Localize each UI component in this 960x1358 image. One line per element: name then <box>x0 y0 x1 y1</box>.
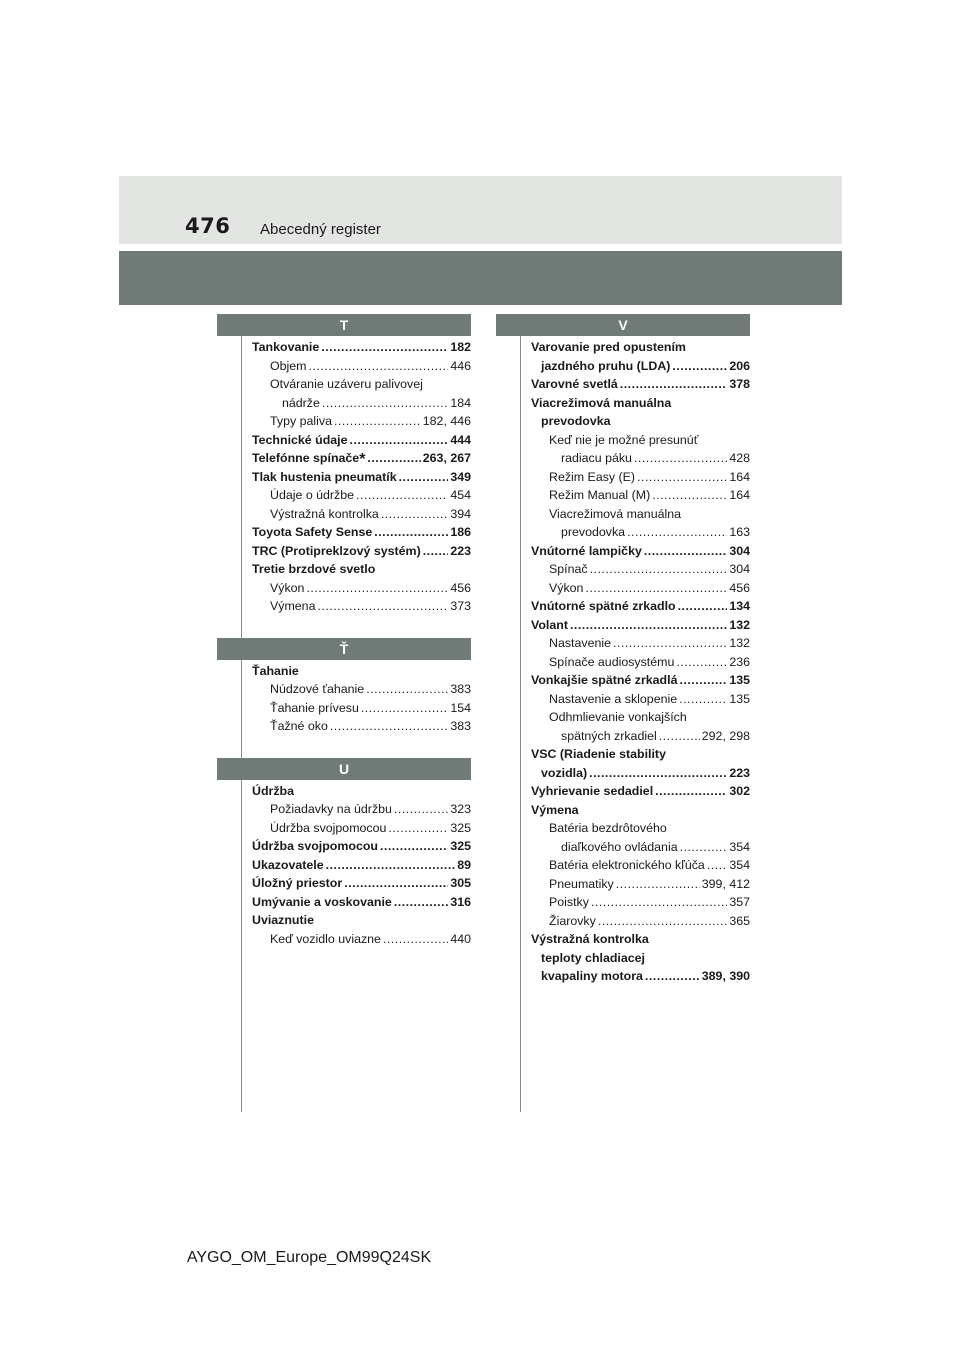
entry-text: Tankovanie <box>252 340 320 354</box>
index-main-entry <box>531 949 750 968</box>
dot-leader <box>672 357 727 376</box>
page-reference: 132 <box>729 617 750 632</box>
entry-text: radiacu páku <box>561 451 632 465</box>
index-entries <box>241 780 471 949</box>
entry-text-wrap <box>549 486 650 505</box>
footnote-star: * <box>359 451 366 468</box>
entry-text: Údaje o údržbe <box>270 488 355 502</box>
index-entries <box>241 336 471 616</box>
index-sub-entry <box>252 375 471 394</box>
entry-text-wrap <box>561 838 678 857</box>
page-reference: 292, 298 <box>701 728 750 743</box>
page-reference: 440 <box>450 931 471 946</box>
dot-leader <box>350 431 449 450</box>
index-sub-entry <box>531 875 750 894</box>
entry-text-wrap <box>270 579 304 598</box>
entry-text-wrap <box>252 856 324 875</box>
dot-leader <box>321 338 448 357</box>
index-main-entry <box>531 801 750 820</box>
index-sub-entry <box>531 449 750 468</box>
entry-text-wrap <box>270 800 392 819</box>
dot-leader <box>655 782 727 801</box>
entry-text: prevodovka <box>561 525 626 539</box>
entry-text: Výmena <box>531 802 579 817</box>
index-entries <box>520 336 750 986</box>
dot-leader <box>676 653 727 672</box>
page-reference: 454 <box>450 488 471 502</box>
index-main-entry <box>252 560 471 579</box>
page-reference: 154 <box>450 700 471 715</box>
entry-text-wrap <box>252 523 372 542</box>
index-column-left <box>241 314 521 948</box>
entry-text: Objem <box>270 358 307 373</box>
entry-text: Požiadavky na údržbu <box>270 802 392 816</box>
page-reference: 236 <box>729 654 750 669</box>
dot-leader <box>678 597 728 616</box>
entry-text-wrap <box>549 893 589 912</box>
entry-text-wrap <box>531 782 653 801</box>
entry-text: spätných zrkadiel <box>561 728 657 743</box>
entry-text: Výmena <box>270 599 316 613</box>
entry-text-wrap <box>549 912 596 931</box>
page-reference: 304 <box>729 543 750 558</box>
page-reference: 365 <box>729 913 750 928</box>
index-main-entry <box>531 597 750 616</box>
dot-leader <box>679 671 727 690</box>
index-sub-entry <box>252 819 471 838</box>
entry-text-wrap <box>541 764 587 783</box>
index-sub-entry <box>531 893 750 912</box>
index-sub-entry <box>252 699 471 718</box>
dot-leader <box>637 468 727 487</box>
index-main-entry <box>531 338 750 357</box>
page-reference: 223 <box>450 543 471 558</box>
dot-leader <box>330 717 448 736</box>
entry-text: Spínače audiosystému <box>549 654 675 669</box>
entry-text-wrap <box>270 597 315 616</box>
page-reference: 446 <box>450 358 471 373</box>
dot-leader <box>356 486 448 505</box>
index-sub-entry <box>531 838 750 857</box>
entry-text-wrap <box>549 653 674 672</box>
dot-leader <box>589 764 727 783</box>
index-sub-entry <box>252 394 471 413</box>
entry-text: Poistky <box>549 895 589 909</box>
index-main-entry <box>252 837 471 856</box>
index-sub-entry <box>531 486 750 505</box>
page-reference: 263, 267 <box>422 451 471 465</box>
dot-leader <box>381 505 449 524</box>
index-sub-entry <box>531 468 750 487</box>
index-sub-entry <box>252 680 471 699</box>
entry-text: vozidla) <box>541 765 588 780</box>
index-sub-entry <box>252 597 471 616</box>
page-reference: 182 <box>450 340 471 354</box>
dot-leader <box>645 967 700 986</box>
index-main-entry <box>531 930 750 949</box>
section-gap <box>241 616 521 638</box>
entry-text: VSC (Riadenie stability <box>531 747 666 761</box>
index-sub-entry <box>252 717 471 736</box>
entry-text: Výkon <box>270 580 305 595</box>
index-sub-entry <box>531 727 750 746</box>
entry-text: Núdzové ťahanie <box>270 682 365 696</box>
dot-leader <box>616 875 700 894</box>
entry-text: prevodovka <box>541 414 611 428</box>
index-sub-entry <box>531 523 750 542</box>
index-sub-entry <box>252 930 471 949</box>
entry-text-wrap <box>270 930 381 949</box>
entry-text: Výkon <box>549 580 584 595</box>
index-main-entry <box>531 542 750 561</box>
entry-text-wrap <box>270 357 307 376</box>
dot-leader <box>644 542 727 561</box>
index-main-entry <box>531 357 750 376</box>
dot-leader <box>590 560 728 579</box>
page-reference: 378 <box>729 377 750 391</box>
entry-text: Údržba svojpomocou <box>270 820 387 835</box>
entry-text-wrap <box>270 505 379 524</box>
index-column-right <box>520 314 800 986</box>
page-reference: 135 <box>729 691 750 706</box>
page-reference: 223 <box>729 765 750 780</box>
entry-text-wrap <box>549 856 705 875</box>
page-reference: 349 <box>450 469 471 484</box>
page-reference: 373 <box>450 599 471 613</box>
section-title: Abecedný register <box>260 221 381 238</box>
dot-leader <box>322 394 448 413</box>
index-sub-entry <box>252 486 471 505</box>
dot-leader <box>361 699 448 718</box>
entry-text-wrap <box>531 671 677 690</box>
entry-text-wrap <box>561 449 632 468</box>
dot-leader <box>309 357 449 376</box>
dot-leader <box>383 930 448 949</box>
entry-text: Pneumatiky <box>549 876 614 891</box>
page-reference: 164 <box>729 488 750 502</box>
entry-text-wrap <box>531 616 568 635</box>
page-reference: 383 <box>450 719 471 733</box>
entry-text-wrap <box>549 468 635 487</box>
entry-text: Výstražná kontrolka <box>270 506 379 521</box>
page-reference: 399, 412 <box>701 876 750 891</box>
index-entries <box>241 660 471 736</box>
index-sub-entry <box>531 505 750 524</box>
index-main-entry <box>252 468 471 487</box>
entry-text: Batéria elektronického kľúča <box>549 858 705 872</box>
index-main-entry <box>252 338 471 357</box>
index-sub-entry <box>252 412 471 431</box>
index-sub-entry <box>531 856 750 875</box>
entry-text: jazdného pruhu (LDA) <box>541 358 671 373</box>
entry-text: diaľkového ovládania <box>561 839 678 854</box>
footer <box>0 1249 960 1267</box>
page-reference: 164 <box>729 469 750 484</box>
dot-leader <box>652 486 727 505</box>
entry-text: Režim Manual (M) <box>549 488 651 502</box>
entry-text: Toyota Safety Sense <box>252 525 373 539</box>
index-sub-entry <box>531 579 750 598</box>
entry-text-wrap <box>270 680 364 699</box>
index-sub-entry <box>531 690 750 709</box>
entry-text-wrap <box>561 727 657 746</box>
page-reference: 354 <box>729 839 750 854</box>
page-reference: 357 <box>729 895 750 909</box>
entry-text: Spínač <box>549 562 588 576</box>
dot-leader <box>613 634 727 653</box>
document-id: AYGO_OM_Europe_OM99Q24SK <box>186 1249 432 1266</box>
dot-leader <box>326 856 456 875</box>
dot-leader <box>707 856 727 875</box>
entry-text: nádrže <box>282 395 320 410</box>
dot-leader <box>394 800 448 819</box>
index-sub-entry <box>531 912 750 931</box>
index-main-entry <box>531 745 750 764</box>
entry-text: Varovanie pred opustením <box>531 340 686 354</box>
entry-text-wrap <box>252 338 319 357</box>
entry-text-wrap <box>549 579 583 598</box>
page-reference: 456 <box>450 580 471 595</box>
index-main-entry <box>531 764 750 783</box>
entry-text: Úložný priestor <box>252 876 343 890</box>
entry-text: teploty chladiacej <box>541 950 645 965</box>
page-reference: 134 <box>729 599 750 613</box>
page-reference: 132 <box>729 636 750 650</box>
index-sub-entry <box>531 431 750 450</box>
entry-text-wrap <box>531 597 676 616</box>
entry-text: Údržba svojpomocou <box>252 839 378 853</box>
dot-leader <box>634 449 727 468</box>
index-main-entry <box>531 967 750 986</box>
page-reference: 444 <box>450 432 471 447</box>
entry-text-wrap <box>531 375 618 394</box>
dot-leader <box>680 838 728 857</box>
entry-text: kvapaliny motora <box>541 969 643 983</box>
index-main-entry <box>252 449 471 468</box>
index-sub-entry <box>252 800 471 819</box>
entry-text: Otváranie uzáveru palivovej <box>270 377 423 391</box>
dot-leader <box>679 690 727 709</box>
entry-text: Keď nie je možné presunúť <box>549 432 699 447</box>
entry-text-wrap <box>270 486 354 505</box>
index-main-entry <box>531 394 750 413</box>
dot-leader <box>306 579 448 598</box>
entry-text-wrap <box>252 449 365 468</box>
dot-leader <box>591 893 727 912</box>
entry-text: Ťažné oko <box>270 719 328 733</box>
index-main-entry <box>252 893 471 912</box>
page-reference: 325 <box>450 839 471 853</box>
index-main-entry <box>531 782 750 801</box>
entry-text: Telefónne spínače <box>252 451 360 465</box>
entry-text: Ťahanie <box>252 663 299 678</box>
entry-text-wrap <box>252 542 421 561</box>
page-reference: 456 <box>729 580 750 595</box>
index-sub-entry <box>252 505 471 524</box>
entry-text: Technické údaje <box>252 432 348 447</box>
index-main-entry <box>252 856 471 875</box>
entry-text: Batéria bezdrôtového <box>549 821 667 835</box>
entry-text-wrap <box>549 634 611 653</box>
entry-text: Viacrežimová manuálna <box>531 395 672 410</box>
entry-text: Volant <box>531 617 568 632</box>
entry-text-wrap <box>252 431 348 450</box>
page-reference: 184 <box>450 395 471 410</box>
page-reference: 428 <box>729 451 750 465</box>
dot-leader <box>388 819 448 838</box>
page-reference: 325 <box>450 820 471 835</box>
dot-leader <box>380 837 448 856</box>
entry-text-wrap <box>282 394 320 413</box>
index-main-entry <box>252 874 471 893</box>
index-main-entry <box>531 412 750 431</box>
entry-text-wrap <box>561 523 625 542</box>
index-main-entry <box>252 431 471 450</box>
entry-text: Nastavenie <box>549 636 611 650</box>
index-main-entry <box>531 616 750 635</box>
dot-leader <box>399 468 449 487</box>
entry-text: Údržba <box>252 783 294 798</box>
dot-leader <box>598 912 727 931</box>
entry-text: Režim Easy (E) <box>549 469 636 484</box>
index-main-entry <box>252 662 471 681</box>
dot-leader <box>394 893 449 912</box>
page-reference: 135 <box>729 673 750 687</box>
index-main-entry <box>252 911 471 930</box>
entry-text: TRC (Protipreklzový systém) <box>252 543 421 558</box>
letter-header: Ť <box>217 638 471 660</box>
page-reference: 383 <box>450 682 471 696</box>
dot-leader <box>367 449 420 468</box>
dot-leader <box>585 579 727 598</box>
page-reference: 389, 390 <box>701 969 750 983</box>
chapter-band <box>119 251 842 305</box>
entry-text: Vyhrievanie sedadiel <box>531 784 654 798</box>
entry-text-wrap <box>270 412 332 431</box>
page-reference: 323 <box>450 802 471 816</box>
page-reference: 316 <box>450 894 471 909</box>
index-sub-entry <box>531 819 750 838</box>
entry-text-wrap <box>252 893 392 912</box>
entry-text: Odhmlievanie vonkajších <box>549 710 687 724</box>
entry-text: Žiarovky <box>549 913 596 928</box>
entry-text-wrap <box>549 875 614 894</box>
letter-header: T <box>217 314 471 336</box>
entry-text: Keď vozidlo uviazne <box>270 931 381 946</box>
entry-text-wrap <box>252 468 397 487</box>
entry-text: Ukazovatele <box>252 857 324 872</box>
page-reference: 394 <box>450 506 471 521</box>
entry-text: Ťahanie prívesu <box>270 700 359 715</box>
dot-leader <box>570 616 727 635</box>
entry-text-wrap <box>541 967 643 986</box>
index-sub-entry <box>531 708 750 727</box>
entry-text-wrap <box>531 542 642 561</box>
dot-leader <box>627 523 727 542</box>
page-reference: 186 <box>450 525 471 539</box>
index-sub-entry <box>531 653 750 672</box>
entry-text-wrap <box>270 699 359 718</box>
dot-leader <box>423 542 449 561</box>
entry-text-wrap <box>252 837 378 856</box>
entry-text: Tlak hustenia pneumatík <box>252 469 397 484</box>
dot-leader <box>374 523 448 542</box>
page-reference: 89 <box>457 857 471 872</box>
index-sub-entry <box>531 634 750 653</box>
index-main-entry <box>531 671 750 690</box>
index-main-entry <box>252 782 471 801</box>
index-main-entry <box>531 375 750 394</box>
entry-text: Tretie brzdové svetlo <box>252 562 376 576</box>
dot-leader <box>620 375 728 394</box>
page-reference: 304 <box>729 562 750 576</box>
index-sub-entry <box>252 357 471 376</box>
page-number: 476 <box>185 214 231 238</box>
entry-text-wrap <box>549 690 677 709</box>
index-sub-entry <box>252 579 471 598</box>
entry-text: Viacrežimová manuálna <box>549 506 682 521</box>
entry-text-wrap <box>252 874 342 893</box>
page-reference: 206 <box>729 358 750 373</box>
entry-text: Uviaznutie <box>252 913 314 927</box>
entry-text: Výstražná kontrolka <box>531 932 649 946</box>
section-gap <box>241 736 521 758</box>
index-main-entry <box>252 523 471 542</box>
index-sub-entry <box>531 560 750 579</box>
dot-leader <box>659 727 700 746</box>
entry-text: Varovné svetlá <box>531 377 618 391</box>
dot-leader <box>334 412 421 431</box>
entry-text: Umývanie a voskovanie <box>252 894 392 909</box>
entry-text: Vnútorné lampičky <box>531 543 642 558</box>
page-reference: 182, 446 <box>422 414 471 428</box>
page-reference: 305 <box>450 876 471 890</box>
index-main-entry <box>252 542 471 561</box>
entry-text-wrap <box>549 560 588 579</box>
entry-text: Vonkajšie spätné zrkadlá <box>531 673 678 687</box>
entry-text: Vnútorné spätné zrkadlo <box>531 599 676 613</box>
page-reference: 163 <box>729 525 750 539</box>
entry-text-wrap <box>270 717 328 736</box>
entry-text: Typy paliva <box>270 414 332 428</box>
dot-leader <box>317 597 448 616</box>
dot-leader <box>366 680 448 699</box>
page-reference: 354 <box>729 858 750 872</box>
entry-text: Nastavenie a sklopenie <box>549 691 678 706</box>
dot-leader <box>344 874 448 893</box>
page-reference: 302 <box>729 784 750 798</box>
entry-text-wrap <box>541 357 670 376</box>
entry-text-wrap <box>270 819 386 838</box>
letter-header: U <box>217 758 471 780</box>
letter-header: V <box>496 314 750 336</box>
